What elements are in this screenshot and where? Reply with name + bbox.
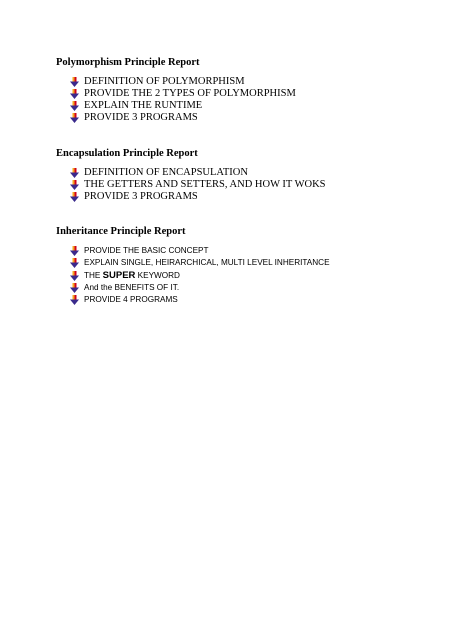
arrow-down-bullet-icon — [70, 168, 79, 178]
arrow-down-bullet-icon — [70, 283, 79, 293]
section-title: Polymorphism Principle Report — [56, 57, 200, 68]
arrow-down-bullet-icon — [70, 192, 79, 202]
list-item-text: DEFINITION OF POLYMORPHISM — [84, 76, 245, 87]
list-item — [70, 191, 326, 203]
list-item — [70, 294, 330, 306]
section-encapsulation — [56, 147, 326, 203]
list-item — [70, 100, 296, 112]
list-item-text: PROVIDE 3 PROGRAMS — [84, 191, 198, 202]
list-item — [70, 112, 296, 124]
bullet-list — [56, 167, 326, 203]
list-item-text: THE GETTERS AND SETTERS, AND HOW IT WOKS — [84, 179, 326, 190]
list-item-text: EXPLAIN THE RUNTIME — [84, 100, 203, 111]
keyword-super: SUPER — [102, 269, 136, 281]
list-item-text: DEFINITION OF ENCAPSULATION — [84, 167, 248, 178]
list-item-text: EXPLAIN SINGLE, HEIRARCHICAL, MULTI LEVEL INHERITANCE — [84, 258, 330, 268]
arrow-down-bullet-icon — [70, 77, 79, 87]
section-polymorphism — [56, 56, 296, 124]
section-title: Inheritance Principle Report — [56, 226, 186, 237]
list-item-text: PROVIDE THE BASIC CONCEPT — [84, 246, 209, 255]
arrow-down-bullet-icon — [70, 89, 79, 99]
bullet-list — [56, 245, 330, 306]
list-item-text: PROVIDE 4 PROGRAMS — [84, 295, 178, 305]
list-item — [70, 257, 330, 269]
list-item — [70, 179, 326, 191]
arrow-down-bullet-icon — [70, 180, 79, 190]
list-item — [70, 88, 296, 100]
list-item — [70, 282, 330, 294]
list-item — [70, 270, 330, 282]
arrow-down-bullet-icon — [70, 246, 79, 256]
list-item — [70, 76, 296, 88]
list-item — [70, 167, 326, 179]
bullet-list — [56, 76, 296, 124]
list-item-text-suffix: KEYWORD — [135, 270, 180, 280]
arrow-down-bullet-icon — [70, 101, 79, 111]
list-item — [70, 245, 330, 257]
list-item-text-prefix: THE — [84, 270, 103, 280]
list-item-text: PROVIDE 3 PROGRAMS — [84, 112, 198, 123]
arrow-down-bullet-icon — [70, 271, 79, 281]
section-title: Encapsulation Principle Report — [56, 148, 198, 159]
arrow-down-bullet-icon — [70, 295, 79, 305]
list-item-text: And the BENEFITS OF IT. — [84, 282, 180, 292]
arrow-down-bullet-icon — [70, 113, 79, 123]
list-item-text: PROVIDE THE 2 TYPES OF POLYMORPHISM — [84, 88, 296, 99]
arrow-down-bullet-icon — [70, 258, 79, 268]
section-inheritance — [56, 225, 330, 306]
